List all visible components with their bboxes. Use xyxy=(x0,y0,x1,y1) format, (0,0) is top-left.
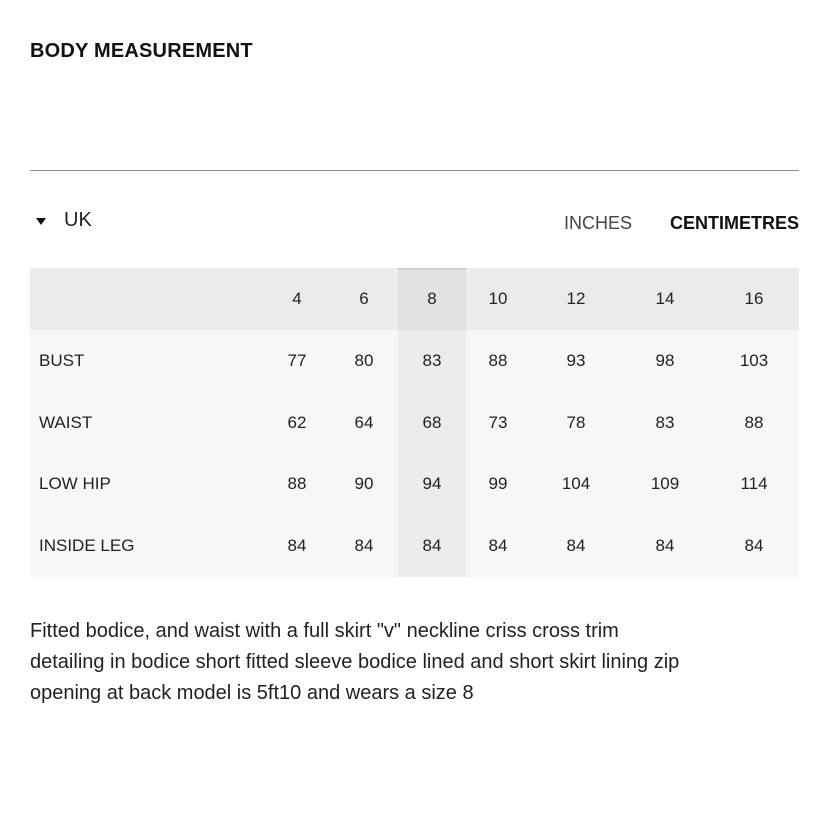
table-cell: 88 xyxy=(744,412,764,432)
table-cell: 98 xyxy=(655,350,675,370)
size-header: 14 xyxy=(655,289,675,308)
table-row xyxy=(30,454,799,516)
size-chart-table xyxy=(30,268,799,577)
row-label: INSIDE LEG xyxy=(39,536,135,556)
table-cell: 84 xyxy=(354,536,374,556)
table-cell: 103 xyxy=(739,350,769,370)
region-label: UK xyxy=(64,209,92,231)
table-row xyxy=(30,330,799,392)
page-title: BODY MEASUREMENT xyxy=(30,40,253,62)
section-divider xyxy=(30,170,799,171)
size-grid xyxy=(30,268,799,577)
table-cell: 88 xyxy=(287,474,307,494)
size-header: 16 xyxy=(744,289,764,308)
table-cell: 109 xyxy=(650,474,680,494)
table-cell: 84 xyxy=(287,536,307,556)
table-cell: 114 xyxy=(740,474,768,494)
table-row xyxy=(30,392,799,454)
caret-down-icon xyxy=(36,218,46,225)
table-header-row xyxy=(30,268,799,330)
unit-inches-toggle[interactable]: INCHES xyxy=(563,213,632,233)
row-label: BUST xyxy=(39,350,85,370)
table-cell: 78 xyxy=(566,412,586,432)
table-cell: 104 xyxy=(561,474,591,494)
table-cell: 68 xyxy=(422,412,442,432)
table-cell: 88 xyxy=(488,350,508,370)
table-cell: 93 xyxy=(566,350,586,370)
table-cell: 77 xyxy=(287,350,307,370)
table-cell: 64 xyxy=(354,412,374,432)
table-cell: 62 xyxy=(287,412,307,432)
row-label: LOW HIP xyxy=(39,474,111,494)
size-header: 12 xyxy=(566,289,586,308)
size-header: 8 xyxy=(427,289,437,308)
table-cell: 94 xyxy=(422,474,442,494)
table-row xyxy=(30,515,799,577)
size-header: 6 xyxy=(359,289,369,308)
table-cell: 84 xyxy=(744,536,764,556)
table-cell: 84 xyxy=(488,536,508,556)
unit-switcher xyxy=(564,213,799,234)
table-cell: 80 xyxy=(354,350,374,370)
table-cell: 83 xyxy=(655,412,675,432)
table-cell: 99 xyxy=(488,474,508,494)
unit-centimetres-toggle[interactable]: CENTIMETRES xyxy=(669,213,799,233)
table-cell: 73 xyxy=(488,412,508,432)
size-header: 10 xyxy=(488,289,508,308)
row-label: WAIST xyxy=(39,412,93,432)
table-cell: 84 xyxy=(655,536,675,556)
region-dropdown[interactable] xyxy=(36,209,92,232)
table-cell: 84 xyxy=(566,536,586,556)
table-cell: 90 xyxy=(354,474,374,494)
table-cell: 83 xyxy=(422,350,442,370)
product-description: Fitted bodice, and waist with a full skirt "v" neckline criss cross trim detailing in bodice short fitted sleeve bodice lined and short skirt lining zip opening at back model is 5ft10 and wears a size 8 xyxy=(30,620,680,704)
size-header: 4 xyxy=(292,289,302,308)
table-cell: 84 xyxy=(422,536,442,556)
